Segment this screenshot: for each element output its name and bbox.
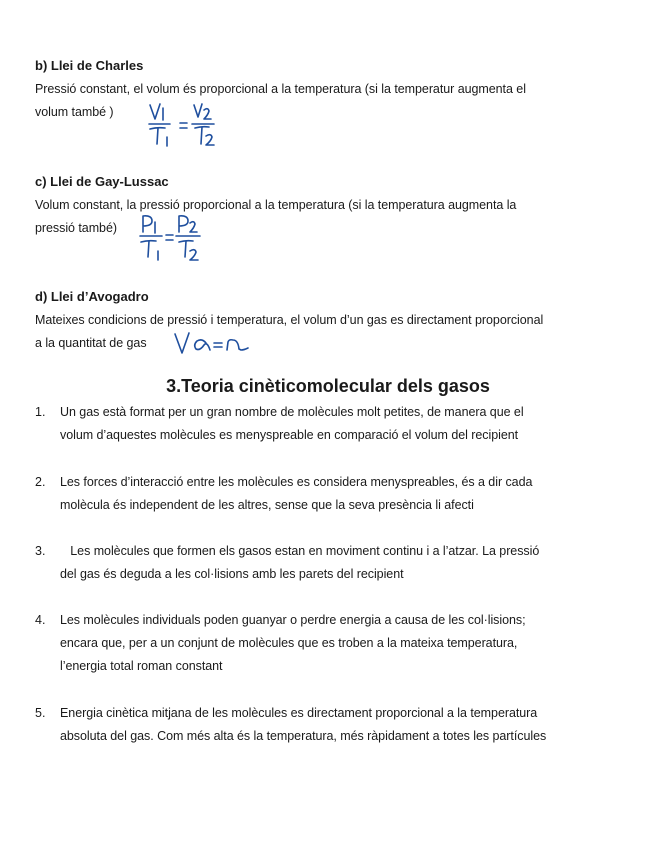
avogadro-formula-icon — [172, 330, 254, 358]
list-item-1-line-1: Un gas està format per un gran nombre de molècules molt petites, de manera que el — [60, 405, 524, 419]
list-item-5-line-2: absoluta del gas. Com més alta és la temperatura, més ràpidament a totes les partícules — [60, 729, 547, 743]
list-item-number: 3. — [35, 544, 46, 558]
list-item-3-line-2: del gas és deguda a les col·lisions amb les parets del recipient — [60, 567, 404, 581]
avogadro-text-line-2: a la quantitat de gas — [35, 336, 147, 350]
charles-heading: b) Llei de Charles — [35, 58, 144, 73]
gaylussac-formula-icon — [136, 212, 208, 266]
list-item-4-line-2: encara que, per a un conjunt de molècules que es troben a la mateixa temperatura, — [60, 636, 518, 650]
list-item-4-line-1: Les molècules individuals poden guanyar o perdre energia a causa de les col·lisions; — [60, 613, 526, 627]
list-item-2-line-2: molècula és independent de les altres, sense que la seva presència li afecti — [60, 498, 474, 512]
list-item-number: 4. — [35, 613, 46, 627]
list-item-number: 5. — [35, 706, 46, 720]
list-item-3-line-1: Les molècules que formen els gasos estan en moviment continu i a l’atzar. La pressió — [60, 544, 540, 558]
list-item-1-line-2: volum d’aquestes molècules es menyspreable en comparació el volum del recipient — [60, 428, 519, 442]
list-item-number: 1. — [35, 405, 46, 419]
list-item-number: 2. — [35, 475, 46, 489]
avogadro-text-line-1: Mateixes condicions de pressió i temperatura, el volum d’un gas es directament proporcional — [35, 313, 544, 327]
charles-formula-icon — [146, 99, 226, 155]
charles-text-line-2: volum també ) — [35, 105, 114, 119]
charles-text-line-1: Pressió constant, el volum és proporcional a la temperatura (si la temperatur augmenta el — [35, 82, 526, 96]
section-title: 3.Teoria cinèticomolecular dels gasos — [166, 376, 490, 396]
avogadro-heading: d) Llei d’Avogadro — [35, 289, 149, 304]
list-item-2-line-1: Les forces d’interacció entre les molècules es considera menyspreables, és a dir cada — [60, 475, 533, 489]
gaylussac-text-line-2: pressió també) — [35, 221, 117, 235]
gaylussac-text-line-1: Volum constant, la pressió proporcional a la temperatura (si la temperatura augmenta la — [35, 198, 517, 212]
gaylussac-heading: c) Llei de Gay-Lussac — [35, 174, 169, 189]
list-item-4-line-3: l’energia total roman constant — [60, 659, 223, 673]
list-item-5-line-1: Energia cinètica mitjana de les molècules es directament proporcional a la temperatura — [60, 706, 538, 720]
